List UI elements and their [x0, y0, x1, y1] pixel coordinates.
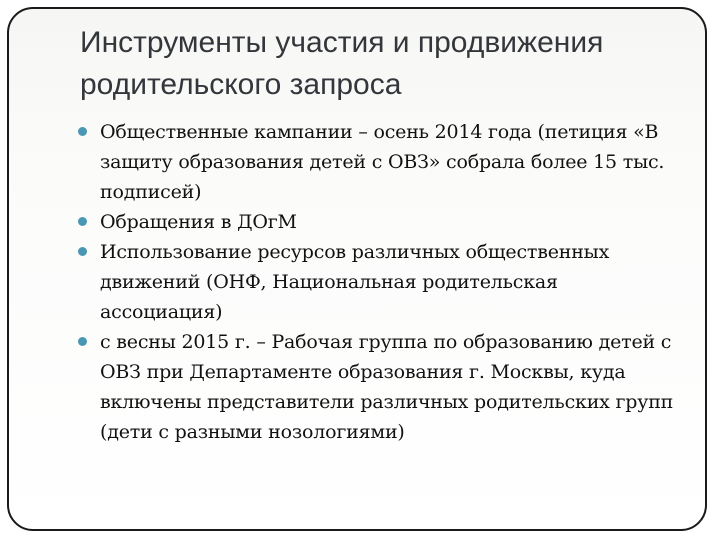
bullet-item-campaigns	[74, 117, 684, 207]
bullet-dot-icon	[78, 217, 87, 226]
bullet-list	[74, 117, 684, 447]
bullet-dot-icon	[78, 337, 87, 346]
bullet-item-working-group	[74, 327, 684, 447]
bullet-text: Общественные кампании – осень 2014 года (петиция «В защиту образования детей с ОВЗ» собрала более 15 тыс. подписей)	[100, 121, 665, 203]
bullet-item-resources	[74, 237, 684, 327]
slide-title: Инструменты участия и продвижения родительского запроса	[80, 26, 604, 101]
bullet-dot-icon	[78, 247, 87, 256]
bullet-item-appeals	[74, 207, 684, 237]
bullet-text: Обращения в ДОгМ	[100, 211, 297, 233]
bullet-text: Использование ресурсов различных общественных движений (ОНФ, Национальная родительская ассоциация)	[100, 241, 610, 323]
bullet-dot-icon	[78, 127, 87, 136]
bullet-text: с весны 2015 г. – Рабочая группа по образованию детей с ОВЗ при Департаменте образования г. Москвы, куда включены представители различных родительских групп (дети с разными нозологиями)	[100, 331, 674, 443]
